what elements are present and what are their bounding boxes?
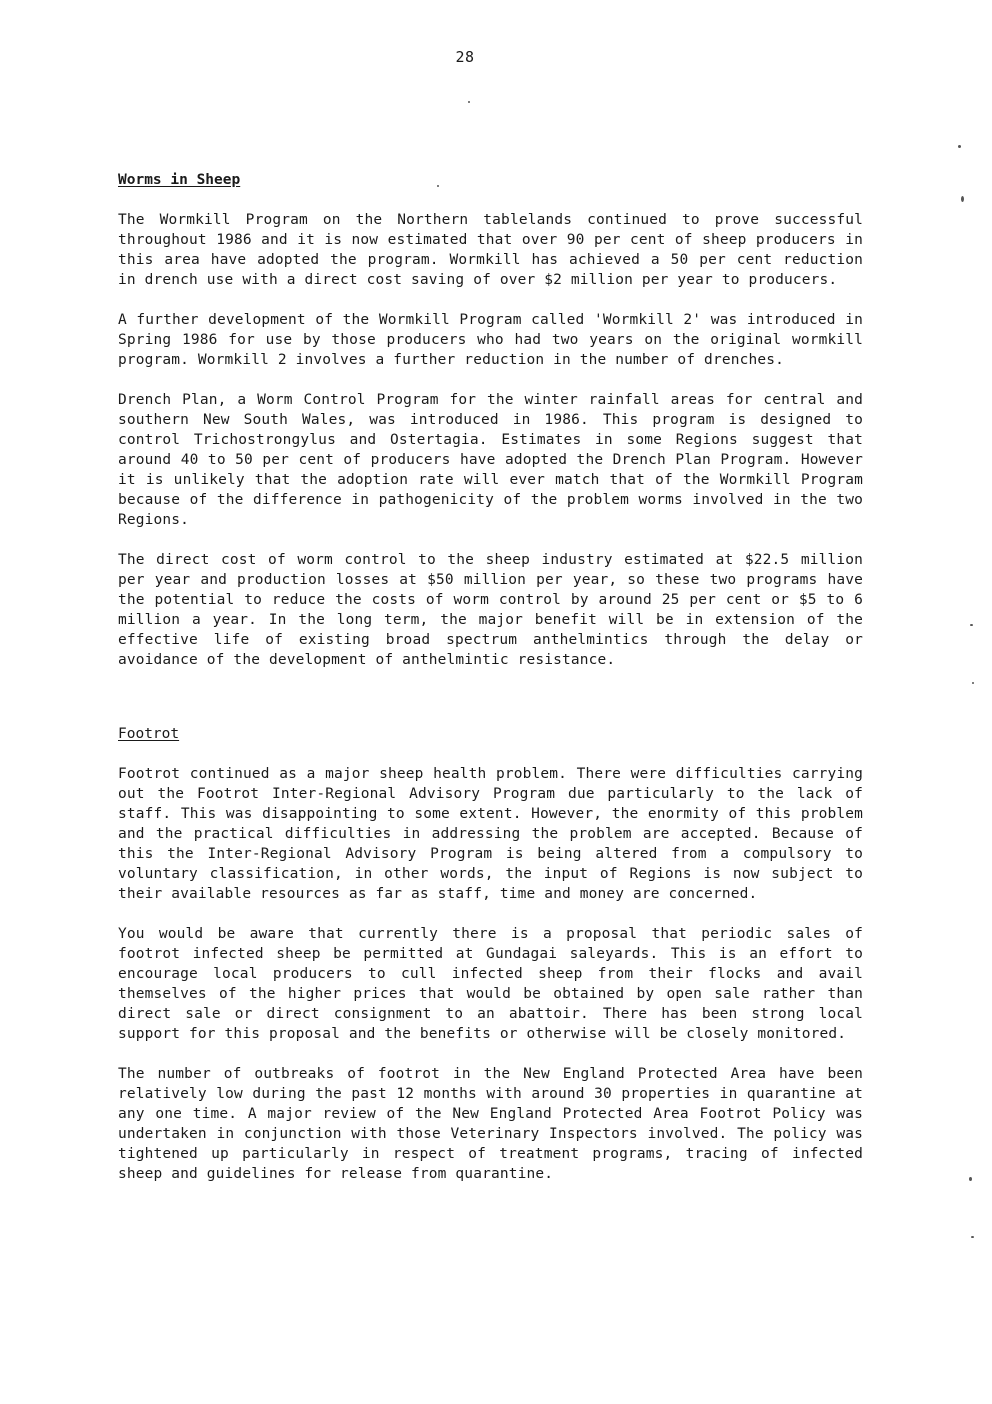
document-body — [118, 170, 863, 1184]
section-footrot — [118, 724, 863, 1184]
scan-speck — [468, 101, 470, 103]
scan-speck — [969, 1177, 972, 1181]
page-number: 28 — [455, 48, 475, 66]
scan-speck — [961, 196, 964, 202]
paragraph: Footrot continued as a major sheep health problem. There were difficulties carrying out the Footrot Inter-Regional Advisory Program due particularly to the lack of staff. This was disappointing to some extent. However, the enormity of this problem and the practical difficulties in addressing the problem are accepted. Because of this the Inter-Regional Advisory Program is being altered from a compulsory to voluntary classification, in other words, the input of Regions is now subject to their available resources as far as staff, time and money are concerned. — [118, 766, 863, 902]
scan-speck — [971, 1236, 974, 1238]
paragraph: The Wormkill Program on the Northern tablelands continued to prove successful throughout 1986 and it is now estimated that over 90 per cent of sheep producers in this area have adopted the program. Wormkill has achieved a 50 per cent reduction in drench use with a direct cost saving of over $2 million per year to producers. — [118, 212, 863, 288]
paragraph: A further development of the Wormkill Program called 'Wormkill 2' was introduced in Spring 1986 for use by those producers who had two years on the original wormkill program. Wormkill 2 involves a further reduction in the number of drenches. — [118, 312, 863, 368]
paragraph: You would be aware that currently there is a proposal that periodic sales of footrot infected sheep be permitted at Gundagai saleyards. This is an effort to encourage local producers to cull infected sheep from their flocks and avail themselves of the higher prices that would be obtained by open sale rather than direct sale or direct consignment to an abattoir. There has been strong local support for this proposal and the benefits or otherwise will be closely monitored. — [118, 926, 863, 1042]
paragraph: The direct cost of worm control to the sheep industry estimated at $22.5 million per year and production losses at $50 million per year, so these two programs have the potential to reduce the costs of worm control by around 25 per cent or $5 to 6 million a year. In the long term, the major benefit will be in extension of the effective life of existing broad spectrum anthelmintics through the delay or avoidance of the development of anthelmintic resistance. — [118, 552, 863, 668]
scan-speck — [958, 145, 961, 148]
scan-speck — [972, 682, 974, 684]
scan-speck — [970, 624, 973, 626]
section-worms-in-sheep — [118, 170, 863, 670]
paragraph: The number of outbreaks of footrot in the New England Protected Area have been relatively low during the past 12 months with around 30 properties in quarantine at any one time. A major review of the New England Protected Area Footrot Policy was undertaken in conjunction with those Veterinary Inspectors involved. The policy was tightened up particularly in respect of treatment programs, tracing of infected sheep and guidelines for release from quarantine. — [118, 1066, 863, 1182]
section-heading-worms-in-sheep: Worms in Sheep — [118, 172, 241, 188]
section-heading-footrot: Footrot — [118, 726, 180, 742]
paragraph: Drench Plan, a Worm Control Program for the winter rainfall areas for central and southern New South Wales, was introduced in 1986. This program is designed to control Trichostrongylus and Ostertagia. Estimates in some Regions suggest that around 40 to 50 per cent of producers have adopted the Drench Plan Program. However it is unlikely that the adoption rate will ever match that of the Wormkill Program because of the difference in pathogenicity of the problem worms involved in the two Regions. — [118, 392, 863, 528]
